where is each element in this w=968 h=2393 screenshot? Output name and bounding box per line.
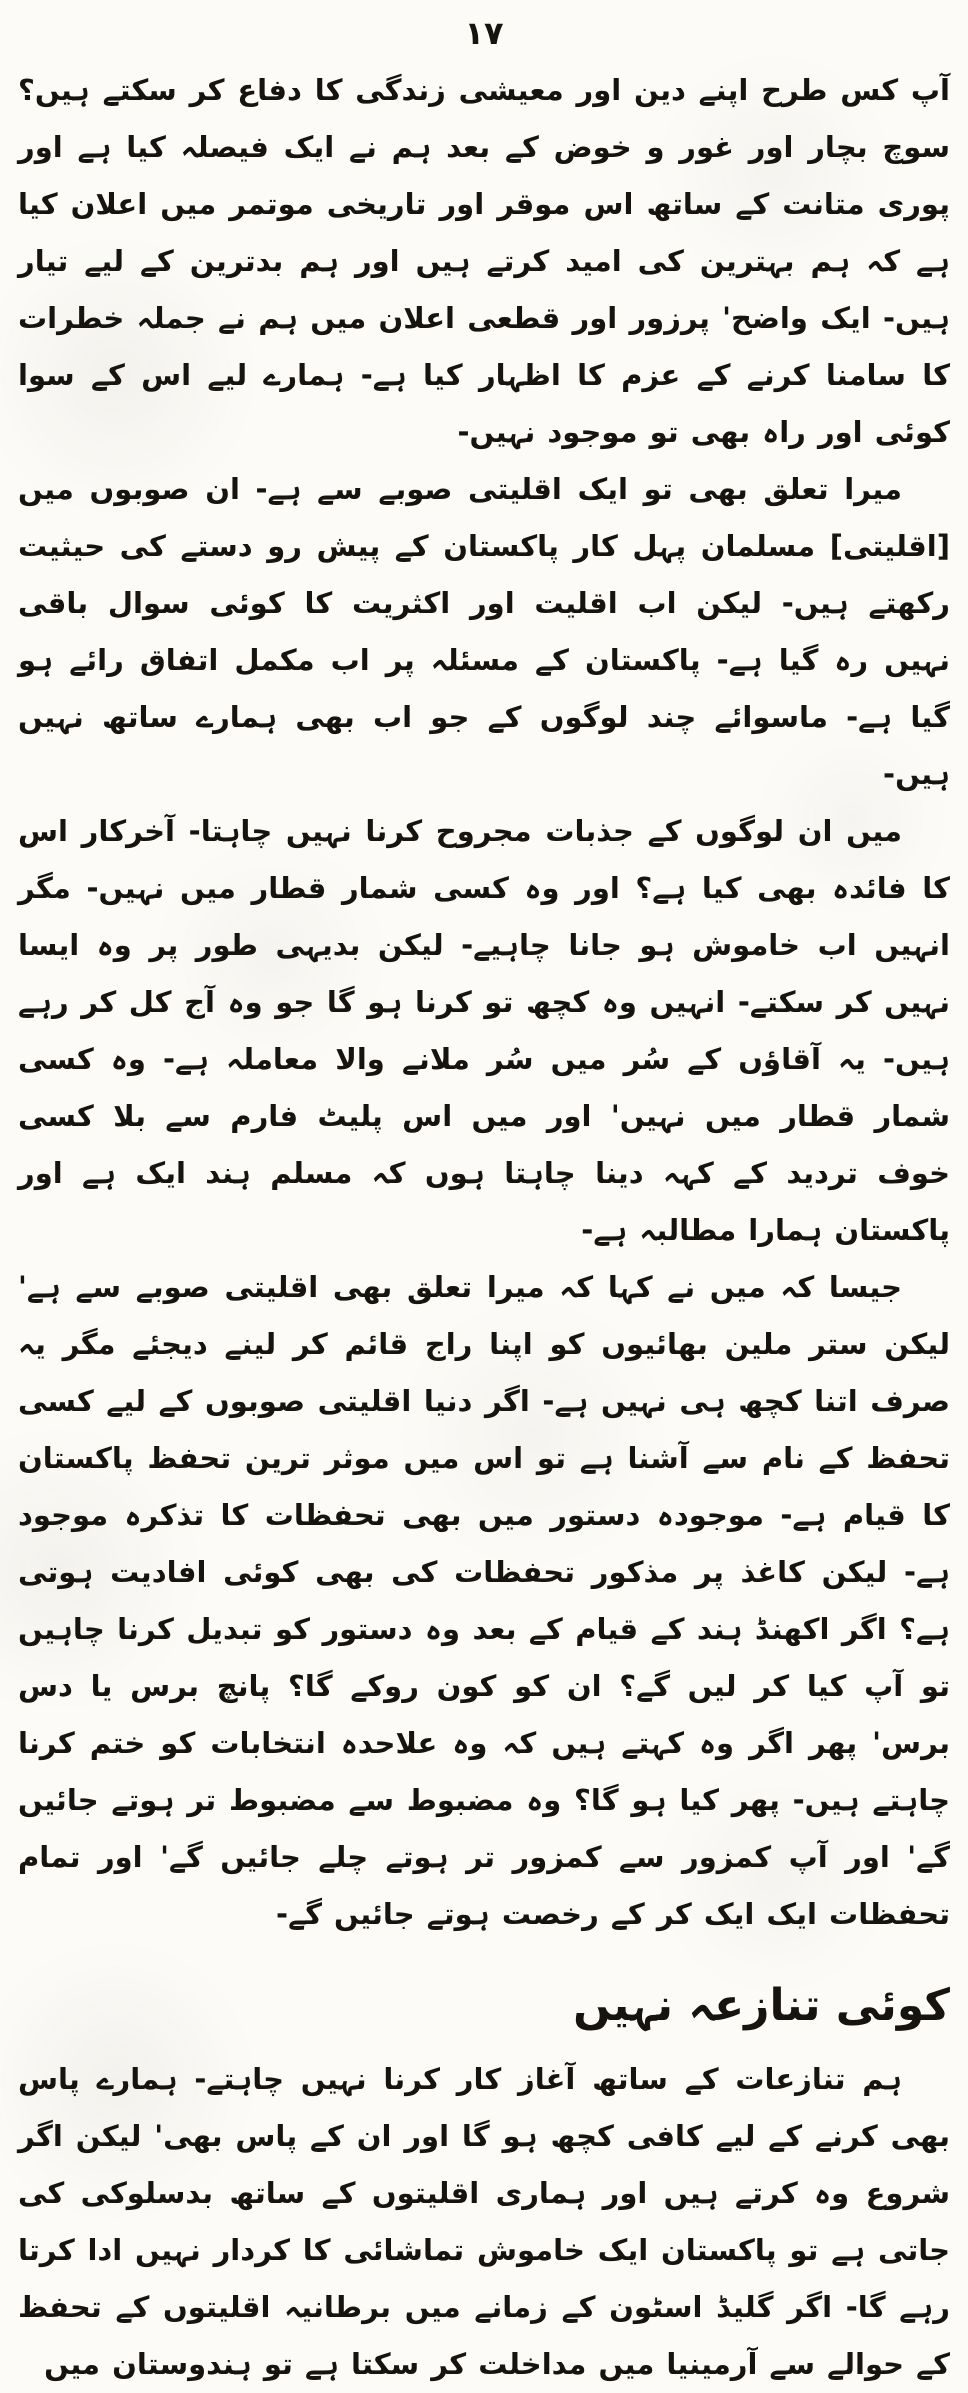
section-heading: کوئی تنازعہ نہیں: [573, 1980, 950, 2031]
paragraph: جیسا کہ میں نے کہا کہ میرا تعلق بھی اقلیتی صوبے سے ہے' لیکن ستر ملین بھائیوں کو اپنا راج قائم کر لینے دیجئے مگر یہ صرف اتنا کچھ ہی نہیں ہے- اگر دنیا اقلیتی صوبوں کے لیے کسی تحفظ کے نام سے آشنا ہے تو اس میں موثر ترین تحفظ پاکستان کا قیام ہے- موجودہ دستور میں بھی تحفظات کا تذکرہ موجود ہے- لیکن کاغذ پر مذکور تحفظات کی بھی کوئی افادیت ہوتی ہے؟ اگر اکھنڈ ہند کے قیام کے بعد وہ دستور کو تبدیل کرنا چاہیں تو آپ کیا کر لیں گے؟ ان کو کون روکے گا؟ پانچ برس یا دس برس' پھر اگر وہ کہتے ہیں کہ وہ علاحدہ انتخابات کو ختم کرنا چاہتے ہیں- پھر کیا ہو گا؟ وہ مضبوط سے مضبوط تر ہوتے جائیں گے' اور آپ کمزور سے کمزور تر ہوتے چلے جائیں گے' اور تمام تحفظات ایک ایک کر کے رخصت ہوتے جائیں گے-: [18, 1270, 950, 1931]
page-number: ۱۷: [464, 14, 504, 52]
paragraph: میرا تعلق بھی تو ایک اقلیتی صوبے سے ہے- ان صوبوں میں [اقلیتی] مسلمان پہل کار پاکستان کے پیش رو دستے کی حیثیت رکھتے ہیں- لیکن اب اقلیت اور اکثریت کا کوئی سوال باقی نہیں رہ گیا ہے- پاکستان کے مسئلہ پر اب مکمل اتفاق رائے ہو گیا ہے- ماسوائے چند لوگوں کے جو اب بھی ہمارے ساتھ نہیں ہیں-: [18, 472, 950, 791]
paragraph: میں ان لوگوں کے جذبات مجروح کرنا نہیں چاہتا- آخرکار اس کا فائدہ بھی کیا ہے؟ اور وہ کسی شمار قطار میں نہیں- مگر انہیں اب خاموش ہو جانا چاہیے- لیکن بدیہی طور پر وہ ایسا نہیں کر سکتے- انہیں وہ کچھ تو کرنا ہو گا جو وہ آج کل کر رہے ہیں- یہ آقاؤں کے سُر میں سُر ملانے والا معاملہ ہے- وہ کسی شمار قطار میں نہیں' اور میں اس پلیٹ فارم سے بلا کسی خوف تردید کے کہہ دینا چاہتا ہوں کہ مسلم ہند ایک ہے اور پاکستان ہمارا مطالبہ ہے-: [18, 814, 950, 1247]
paragraph: ہم تنازعات کے ساتھ آغاز کار کرنا نہیں چاہتے- ہمارے پاس بھی کرنے کے لیے کافی کچھ ہو گا اور ان کے پاس بھی' لیکن اگر شروع وہ کرتے ہیں اور ہماری اقلیتوں کے ساتھ بدسلوکی کی جاتی ہے تو پاکستان ایک خاموش تماشائی کا کردار نہیں ادا کرتا رہے گا- اگر گلیڈ اسٹون کے زمانے میں برطانیہ اقلیتوں کے تحفظ کے حوالے سے آرمینیا میں مداخلت کر سکتا ہے تو ہندوستان میں: [18, 2062, 950, 2381]
paragraph: آپ کس طرح اپنے دین اور معیشی زندگی کا دفاع کر سکتے ہیں؟ سوچ بچار اور غور و خوض کے بعد ہم نے ایک فیصلہ کیا ہے اور پوری متانت کے ساتھ اس موقر اور تاریخی موتمر میں اعلان کیا ہے کہ ہم بہترین کی امید کرتے ہیں اور ہم بدترین کے لیے تیار ہیں- ایک واضح' پرزور اور قطعی اعلان میں ہم نے جملہ خطرات کا سامنا کرنے کے عزم کا اظہار کیا ہے- ہمارے لیے اس کے سوا کوئی اور راہ بھی تو موجود نہیں-: [18, 73, 950, 449]
